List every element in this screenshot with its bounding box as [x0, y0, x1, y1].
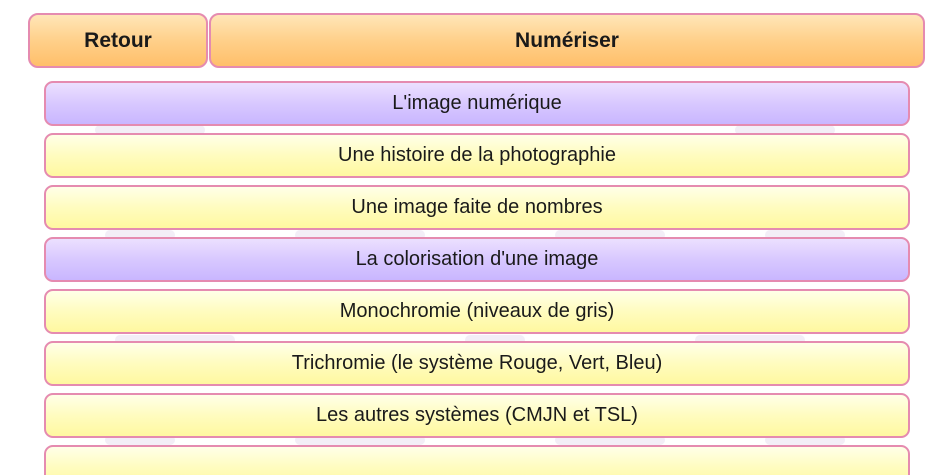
menu-item-monochromie[interactable] [44, 289, 910, 334]
menu-item-label: La colorisation d'une image [355, 248, 599, 270]
menu-item-histoire-photographie[interactable] [44, 133, 910, 178]
menu-section-colorisation[interactable] [44, 237, 910, 282]
back-button[interactable] [28, 13, 208, 68]
menu-item-trichromie[interactable] [44, 341, 910, 386]
back-button-label: Retour [84, 28, 152, 52]
menu-item-label: Monochromie (niveaux de gris) [339, 300, 615, 322]
header-bar [28, 13, 925, 70]
page-title [209, 13, 925, 68]
menu-item-label: Une image faite de nombres [351, 196, 603, 218]
menu-item-autres-systemes[interactable] [44, 393, 910, 438]
page-title-label: Numériser [515, 28, 619, 52]
menu-item-label: Une histoire de la photographie [338, 144, 616, 166]
menu-item-label: Les autres systèmes (CMJN et TSL) [316, 404, 638, 426]
menu-item-label: L'image numérique [392, 92, 562, 114]
menu-item-label: Trichromie (le système Rouge, Vert, Bleu) [291, 352, 663, 374]
menu-item-image-nombres[interactable] [44, 185, 910, 230]
menu-section-image-numerique[interactable] [44, 81, 910, 126]
menu-item-partial[interactable] [44, 445, 910, 475]
